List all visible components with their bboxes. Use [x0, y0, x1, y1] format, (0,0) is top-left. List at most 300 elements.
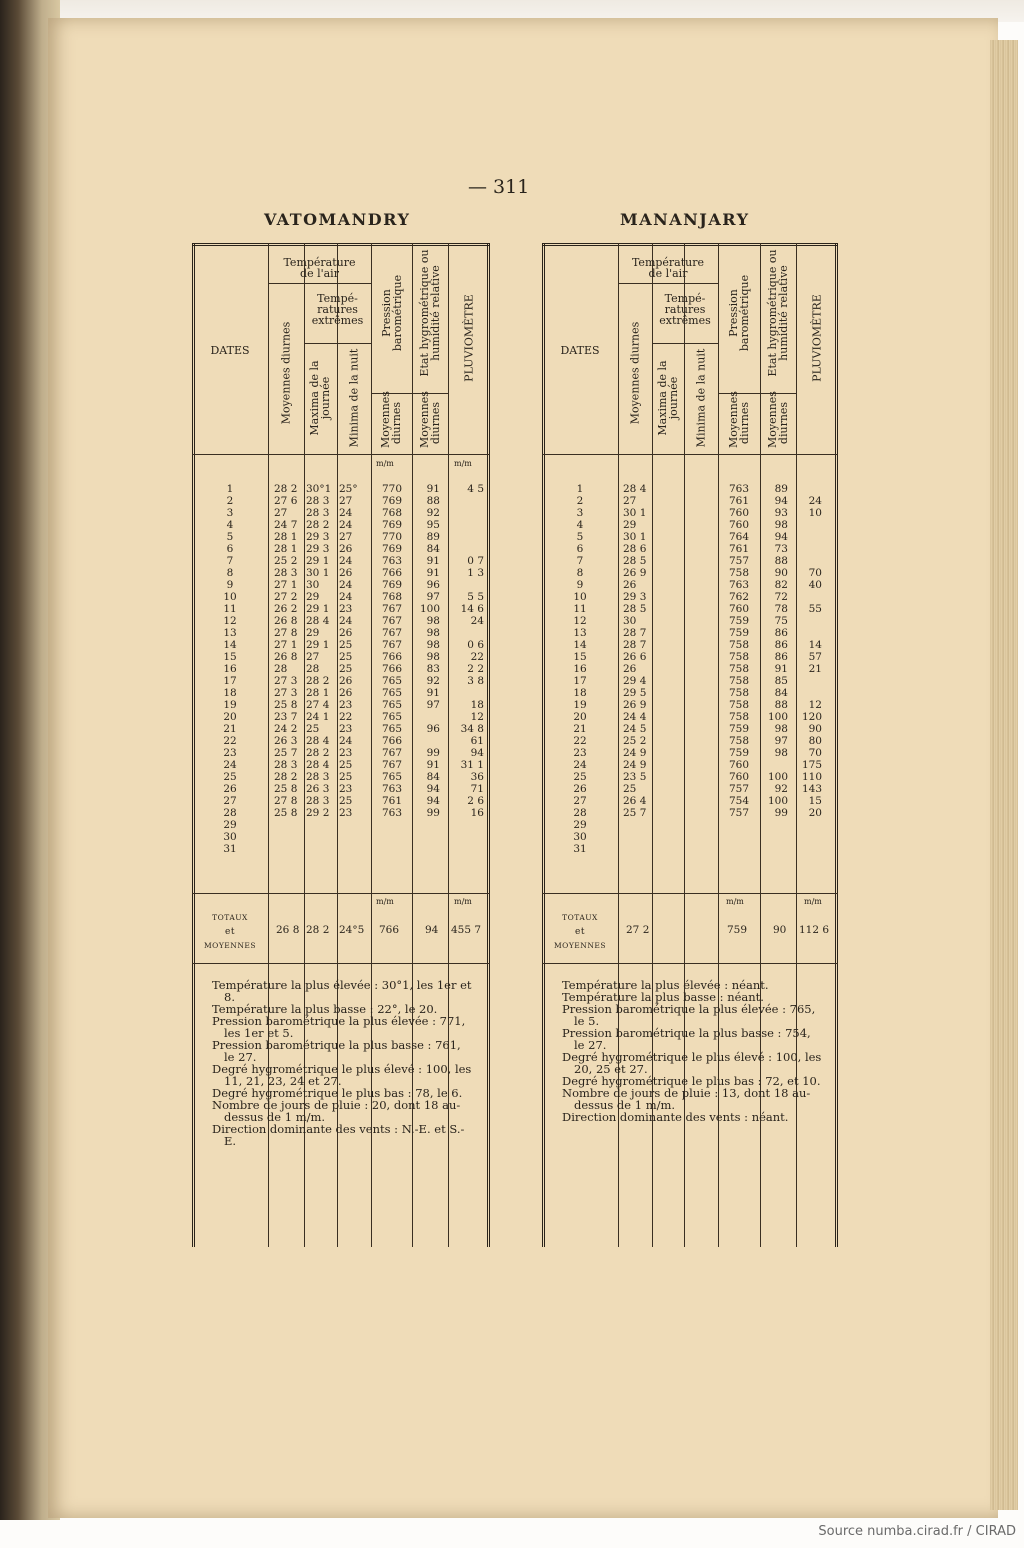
cell: 28 3 — [274, 759, 298, 771]
header-pluviometre: PLUVIOMÈTRE — [462, 294, 476, 382]
cell: 11 — [573, 603, 587, 615]
note-line: Nombre de jours de pluie : 20, dont 18 au-dessus de 1 m/m. — [212, 1098, 461, 1124]
unit-pluie: m/m — [454, 459, 472, 468]
cell — [306, 819, 337, 831]
cell — [798, 687, 822, 699]
cell: 758 — [728, 675, 750, 687]
note-line: Degré hygrométrique le plus bas : 72, et 10. — [562, 1074, 821, 1088]
cell: 24 — [339, 519, 353, 531]
total-moyennes: 26 8 — [276, 924, 300, 936]
cell: 754 — [728, 795, 750, 807]
cell: 6 — [576, 543, 584, 555]
cell: 24 7 — [274, 519, 298, 531]
cell: 25 — [339, 771, 353, 783]
cell: 6 — [226, 543, 234, 555]
column-pluie — [450, 483, 484, 855]
cell: 25 8 — [274, 783, 298, 795]
table-vatomandry — [192, 243, 490, 1247]
column-pression — [720, 483, 758, 855]
cell: 24 5 — [623, 723, 647, 735]
cell: 24 — [573, 759, 587, 771]
column-hygrometrie — [412, 483, 440, 855]
cell: 91 — [426, 759, 440, 771]
cell — [798, 831, 822, 843]
cell: 31 — [223, 843, 237, 855]
cell: 30 1 — [306, 567, 330, 579]
unit-pression-total: m/m — [376, 897, 394, 906]
cell: 29 2 — [306, 807, 330, 819]
cell: 758 — [728, 567, 750, 579]
cell: 88 — [774, 555, 788, 567]
cell: 17 — [573, 675, 587, 687]
note-line: Degré hygrométrique le plus bas : 78, le 6. — [212, 1086, 463, 1100]
cell — [374, 831, 410, 843]
cell: 11 — [223, 603, 237, 615]
cell — [412, 711, 440, 723]
label-et: et — [575, 927, 585, 937]
cell: 765 — [381, 687, 403, 699]
cell: 10 — [808, 507, 822, 519]
cell: 98 — [774, 519, 788, 531]
cell — [798, 843, 822, 855]
cell: 760 — [728, 507, 750, 519]
cell: 26 — [339, 687, 353, 699]
cell: 25 — [339, 795, 353, 807]
note-line: Température la plus basse : néant. — [562, 990, 764, 1004]
cell — [623, 831, 652, 843]
cell: 92 — [426, 675, 440, 687]
cell: 761 — [381, 795, 403, 807]
cell: 27 — [306, 651, 320, 663]
cell: 26 — [223, 783, 237, 795]
cell: 28 3 — [306, 771, 330, 783]
cell: 99 — [426, 807, 440, 819]
cell: 762 — [728, 591, 750, 603]
cell: 24 — [339, 579, 353, 591]
cell: 27 2 — [274, 591, 298, 603]
cell: 78 — [774, 603, 788, 615]
note-line: Degré hygrométrique le plus élevé : 100, les 20, 25 et 27. — [562, 1050, 822, 1076]
cell: 30 — [573, 831, 587, 843]
total-maxima: 28 2 — [306, 924, 330, 936]
note-line: Pression barométrique la plus basse : 754, le 27. — [562, 1026, 811, 1052]
cell: 26 3 — [306, 783, 330, 795]
cell: 27 — [623, 495, 637, 507]
cell: 759 — [728, 627, 750, 639]
total-moyennes: 27 2 — [626, 924, 650, 936]
cell: 759 — [728, 747, 750, 759]
total-hygrometrie: 90 — [773, 924, 787, 936]
column-pluie — [798, 483, 822, 855]
cell: 71 — [470, 783, 484, 795]
header-extremes-line3: extrêmes — [311, 314, 364, 327]
cell: 760 — [728, 519, 750, 531]
cell: 757 — [728, 783, 750, 795]
cell: 28 4 — [623, 483, 647, 495]
cell — [798, 543, 822, 555]
cell: 0 6 — [467, 639, 484, 651]
cell: 4 — [576, 519, 584, 531]
cell: 12 — [470, 711, 484, 723]
cell: 766 — [381, 735, 403, 747]
cell — [798, 555, 822, 567]
cell: 61 — [470, 735, 484, 747]
cell — [760, 819, 788, 831]
cell: 25° — [339, 483, 358, 495]
cell: 763 — [381, 807, 403, 819]
cell: 20 — [573, 711, 587, 723]
cell: 24 — [339, 555, 353, 567]
cell: 29 1 — [306, 603, 330, 615]
cell: 55 — [808, 603, 822, 615]
source-credit: Source numba.cirad.fr / CIRAD — [818, 1524, 1016, 1539]
cell: 28 4 — [306, 735, 330, 747]
cell: 769 — [381, 543, 403, 555]
cell: 1 — [226, 483, 234, 495]
cell — [450, 507, 484, 519]
cell: 94 — [426, 783, 440, 795]
column-maxima — [306, 483, 337, 855]
cell — [274, 843, 304, 855]
cell: 91 — [426, 555, 440, 567]
cell — [306, 831, 337, 843]
cell — [412, 819, 440, 831]
cell: 25 2 — [274, 555, 298, 567]
cell: 28 5 — [623, 555, 647, 567]
cell: 27 8 — [274, 795, 298, 807]
cell: 28 — [306, 663, 320, 675]
cell: 57 — [808, 651, 822, 663]
cell — [374, 843, 410, 855]
cell: 769 — [381, 519, 403, 531]
cell: 100 — [767, 771, 788, 783]
cell: 763 — [728, 483, 750, 495]
cell: 2 2 — [467, 663, 484, 675]
cell — [450, 543, 484, 555]
cell: 770 — [381, 531, 403, 543]
header-temperature-line2: de l'air — [648, 267, 688, 280]
cell: 766 — [381, 663, 403, 675]
cell: 25 — [339, 651, 353, 663]
cell: 765 — [381, 771, 403, 783]
cell: 26 — [623, 579, 637, 591]
column-dates — [562, 483, 598, 855]
cell: 770 — [381, 483, 403, 495]
cell: 9 — [226, 579, 234, 591]
cell: 29 4 — [623, 675, 647, 687]
label-totaux: TOTAUX — [212, 913, 248, 922]
cell: 765 — [381, 699, 403, 711]
cell: 23 — [223, 747, 237, 759]
note-line: Direction dominante des vents : néant. — [562, 1110, 789, 1124]
cell: 10 — [573, 591, 587, 603]
cell: 24 — [808, 495, 822, 507]
unit-pluie-total: m/m — [804, 897, 822, 906]
cell: 12 — [808, 699, 822, 711]
cell: 26 — [573, 783, 587, 795]
cell: 16 — [223, 663, 237, 675]
cell: 14 — [223, 639, 237, 651]
cell: 1 3 — [467, 567, 484, 579]
cell: 93 — [774, 507, 788, 519]
header-extremes-line2: ratures — [664, 303, 706, 316]
cell: 28 3 — [306, 795, 330, 807]
cell: 13 — [573, 627, 587, 639]
cell: 98 — [426, 651, 440, 663]
cell: 22 — [573, 735, 587, 747]
header-minima: Minima de la nuit — [347, 348, 361, 448]
cell: 70 — [808, 747, 822, 759]
cell: 26 — [623, 663, 637, 675]
cell: 73 — [774, 543, 788, 555]
cell: 27 1 — [274, 639, 298, 651]
cell: 36 — [470, 771, 484, 783]
cell: 98 — [426, 615, 440, 627]
header-maxima: Maxima de la journée — [308, 360, 332, 436]
cell: 23 — [573, 747, 587, 759]
label-moyennes: MOYENNES — [204, 941, 256, 950]
cell: 28 3 — [274, 567, 298, 579]
cell: 25 — [573, 771, 587, 783]
cell: 763 — [381, 783, 403, 795]
cell — [798, 483, 822, 495]
cell: 12 — [573, 615, 587, 627]
header-etat-hygrometrique: Etat hygrométrique ou humidité relative — [766, 249, 790, 377]
cell: 27 3 — [274, 675, 298, 687]
header-temperature — [618, 257, 718, 279]
cell — [798, 675, 822, 687]
cell: 27 3 — [274, 687, 298, 699]
cell — [339, 843, 371, 855]
header-temperatures-extremes — [652, 293, 718, 326]
cell: 22 — [339, 711, 353, 723]
station-title-vatomandry: VATOMANDRY — [264, 210, 411, 229]
cell: 5 5 — [467, 591, 484, 603]
cell: 28 5 — [623, 603, 647, 615]
cell: 94 — [470, 747, 484, 759]
cell: 24 9 — [623, 759, 647, 771]
cell: 769 — [381, 579, 403, 591]
cell — [798, 819, 822, 831]
cell: 70 — [808, 567, 822, 579]
header-minima: Minima de la nuit — [694, 348, 708, 448]
cell: 24 4 — [623, 711, 647, 723]
notes-mananjary — [562, 979, 824, 1123]
note-line: Température la plus élevée : néant. — [562, 978, 769, 992]
cell: 16 — [573, 663, 587, 675]
cell: 20 — [223, 711, 237, 723]
cell: 1 — [576, 483, 584, 495]
cell: 5 — [226, 531, 234, 543]
cell — [798, 627, 822, 639]
cell: 84 — [774, 687, 788, 699]
column-moyennes — [623, 483, 652, 855]
cell: 24 — [339, 507, 353, 519]
cell: 759 — [728, 615, 750, 627]
cell — [450, 531, 484, 543]
cell: 25 — [306, 723, 320, 735]
cell: 26 6 — [623, 651, 647, 663]
header-etat-moyennes: Moyennes diurnes — [418, 391, 442, 448]
column-minima — [339, 483, 371, 855]
total-pluie: 112 6 — [799, 924, 830, 936]
cell: 82 — [774, 579, 788, 591]
cell: 763 — [728, 579, 750, 591]
total-hygrometrie: 94 — [425, 924, 439, 936]
cell: 763 — [381, 555, 403, 567]
cell: 95 — [426, 519, 440, 531]
cell: 28 2 — [306, 519, 330, 531]
cell: 88 — [426, 495, 440, 507]
total-pression: 759 — [727, 924, 748, 936]
cell: 28 3 — [306, 495, 330, 507]
header-pression: Pression barométrique — [380, 274, 404, 352]
cell: 26 9 — [623, 699, 647, 711]
cell: 758 — [728, 699, 750, 711]
note-line: Direction dominante des vents : N.-E. et S.-E. — [212, 1122, 465, 1148]
total-minima: 24°5 — [339, 924, 365, 936]
cell: 767 — [381, 615, 403, 627]
total-pression: 766 — [379, 924, 400, 936]
cell: 29 5 — [623, 687, 647, 699]
cell: 28 6 — [623, 543, 647, 555]
cell — [450, 819, 484, 831]
cell: 24 — [223, 759, 237, 771]
cell: 27 6 — [274, 495, 298, 507]
cell: 768 — [381, 591, 403, 603]
cell: 26 8 — [274, 615, 298, 627]
cell: 28 7 — [623, 639, 647, 651]
cell: 769 — [381, 495, 403, 507]
cell: 25 7 — [623, 807, 647, 819]
cell: 768 — [381, 507, 403, 519]
cell: 27 1 — [274, 579, 298, 591]
cell — [339, 831, 371, 843]
cell: 757 — [728, 555, 750, 567]
cell: 100 — [419, 603, 440, 615]
cell: 3 8 — [467, 675, 484, 687]
cell: 758 — [728, 639, 750, 651]
cell: 8 — [226, 567, 234, 579]
cell: 766 — [381, 651, 403, 663]
cell: 15 — [573, 651, 587, 663]
cell: 30 — [306, 579, 320, 591]
cell: 75 — [774, 615, 788, 627]
cell: 767 — [381, 627, 403, 639]
cell: 13 — [223, 627, 237, 639]
cell: 0 7 — [467, 555, 484, 567]
cell: 8 — [576, 567, 584, 579]
cell: 18 — [573, 687, 587, 699]
cell — [450, 831, 484, 843]
cell: 90 — [774, 567, 788, 579]
cell: 94 — [774, 495, 788, 507]
cell: 94 — [426, 795, 440, 807]
cell: 28 1 — [306, 687, 330, 699]
cell: 758 — [728, 687, 750, 699]
cell: 30 1 — [623, 531, 647, 543]
column-pression — [374, 483, 410, 855]
cell: 23 5 — [623, 771, 647, 783]
cell: 25 — [623, 783, 637, 795]
cell: 758 — [728, 735, 750, 747]
cell: 84 — [426, 543, 440, 555]
cell: 72 — [774, 591, 788, 603]
label-et: et — [225, 927, 235, 937]
cell: 29 1 — [306, 555, 330, 567]
cell: 2 6 — [467, 795, 484, 807]
cell: 21 — [223, 723, 237, 735]
cell: 29 3 — [306, 543, 330, 555]
table-mananjary — [542, 243, 838, 1247]
cell — [450, 687, 484, 699]
cell: 25 8 — [274, 807, 298, 819]
cell: 27 4 — [306, 699, 330, 711]
cell: 28 4 — [306, 615, 330, 627]
cell: 23 — [339, 747, 353, 759]
unit-pression-total: m/m — [726, 897, 744, 906]
cell: 90 — [808, 723, 822, 735]
cell: 28 4 — [306, 759, 330, 771]
cell: 3 — [576, 507, 584, 519]
cell: 14 — [808, 639, 822, 651]
cell: 30 1 — [623, 507, 647, 519]
cell — [274, 819, 304, 831]
cell: 23 — [339, 603, 353, 615]
cell — [306, 843, 337, 855]
cell — [720, 831, 758, 843]
header-dates: DATES — [560, 344, 600, 357]
cell: 7 — [576, 555, 584, 567]
note-line: Pression barométrique la plus élevée : 765, le 5. — [562, 1002, 816, 1028]
cell: 25 8 — [274, 699, 298, 711]
cell: 97 — [774, 735, 788, 747]
cell: 29 — [306, 627, 320, 639]
unit-pression: m/m — [376, 459, 394, 468]
cell: 89 — [774, 483, 788, 495]
cell: 14 6 — [460, 603, 484, 615]
cell: 26 — [339, 543, 353, 555]
cell — [720, 843, 758, 855]
cell: 758 — [728, 663, 750, 675]
cell: 97 — [426, 699, 440, 711]
cell — [339, 819, 371, 831]
header-temperature-line1: Température — [283, 256, 356, 269]
cell: 99 — [426, 747, 440, 759]
cell: 24 — [339, 615, 353, 627]
cell — [720, 819, 758, 831]
cell: 97 — [426, 591, 440, 603]
cell — [760, 843, 788, 855]
cell: 4 5 — [467, 483, 484, 495]
cell: 29 — [573, 819, 587, 831]
cell: 767 — [381, 759, 403, 771]
cell: 30°1 — [306, 483, 332, 495]
cell: 760 — [728, 771, 750, 783]
cell: 26 — [339, 675, 353, 687]
cell — [798, 615, 822, 627]
cell: 91 — [426, 687, 440, 699]
cell: 98 — [774, 747, 788, 759]
cell: 24 — [339, 735, 353, 747]
cell: 24 — [339, 591, 353, 603]
cell: 28 7 — [623, 627, 647, 639]
cell: 26 — [339, 627, 353, 639]
cell: 26 9 — [623, 567, 647, 579]
cell: 24 1 — [306, 711, 330, 723]
cell: 23 — [339, 723, 353, 735]
cell: 765 — [381, 711, 403, 723]
